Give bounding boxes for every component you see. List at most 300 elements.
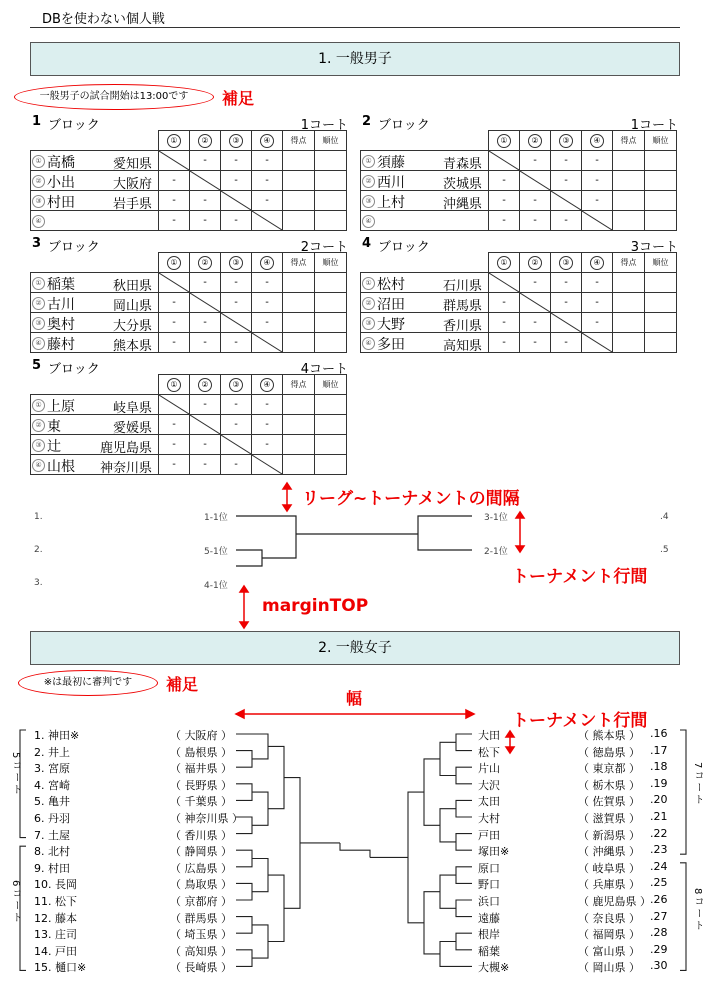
player-row — [31, 395, 347, 415]
match-result-cell: - — [159, 211, 190, 231]
player-prefecture: 岩手県 — [112, 197, 152, 212]
score-cell — [283, 171, 315, 191]
match-result-cell: - — [582, 151, 613, 171]
diagonal-line — [252, 211, 282, 230]
women-right-entry: 稲葉 — [478, 944, 500, 958]
women-right-number: .22 — [650, 826, 668, 840]
player-prefecture: 熊本県 — [112, 339, 152, 354]
player-cell — [31, 151, 159, 171]
match-result-cell: - — [489, 293, 520, 313]
player-cell — [31, 191, 159, 211]
block-label: ブロック — [48, 118, 100, 133]
women-right-prefecture: （ 福岡県 ） — [578, 928, 640, 942]
match-result-cell: - — [551, 293, 582, 313]
match-result-cell: - — [252, 313, 283, 333]
women-left-entry: 15. 樋口※ — [34, 961, 87, 975]
diagonal-cell — [520, 293, 551, 313]
league-header-row — [361, 253, 677, 273]
league-table — [360, 252, 677, 353]
rank-cell — [315, 333, 347, 353]
rank-cell — [315, 211, 347, 231]
women-right-number: .16 — [650, 727, 668, 740]
match-result-cell: - — [489, 333, 520, 353]
player-cell — [31, 415, 159, 435]
match-col-header: ② — [190, 131, 221, 151]
women-right-entry: 原口 — [478, 861, 500, 875]
women-right-number: .24 — [650, 859, 668, 873]
men-left-seed-1: 1-1位 — [204, 513, 228, 523]
women-left-entry: 4. 宮崎 — [34, 778, 70, 792]
match-result-cell: - — [489, 211, 520, 231]
match-result-cell: - — [489, 171, 520, 191]
match-result-cell: - — [159, 293, 190, 313]
match-col-header: ③ — [221, 375, 252, 395]
women-right-prefecture: （ 兵庫県 ） — [578, 878, 640, 892]
row-number: ① — [32, 277, 45, 290]
women-right-entry: 根岸 — [478, 928, 500, 942]
player-prefecture: 大分県 — [112, 319, 152, 334]
diagonal-line — [551, 313, 581, 332]
block-number: 1 — [32, 114, 42, 129]
women-note-annotation: 補足 — [166, 675, 199, 694]
player-name: 大野 — [377, 317, 405, 333]
diagonal-line — [520, 293, 550, 312]
women-right-entry: 塚田※ — [478, 845, 510, 859]
player-row — [361, 191, 677, 211]
women-right-entry: 大槻※ — [478, 961, 510, 975]
match-result-cell: - — [582, 293, 613, 313]
women-note: ※は最初に審判です — [18, 670, 158, 696]
score-cell — [283, 435, 315, 455]
player-cell — [361, 211, 489, 231]
men-left-num-1: 1. — [34, 512, 43, 522]
women-right-number: .19 — [650, 776, 668, 790]
women-court-label: 8コート — [692, 888, 703, 933]
row-number: ③ — [32, 317, 45, 330]
annot-women-row-gap: トーナメント行間 — [512, 711, 648, 731]
women-left-entry: 13. 庄司 — [34, 928, 77, 942]
match-result-cell: - — [252, 273, 283, 293]
player-cell — [31, 211, 159, 231]
match-result-cell: - — [489, 313, 520, 333]
match-result-cell: - — [221, 151, 252, 171]
player-prefecture: 沖縄県 — [442, 197, 482, 212]
rank-cell — [315, 191, 347, 211]
player-prefecture: 大阪府 — [112, 177, 152, 192]
league-table — [30, 374, 347, 475]
women-right-entry: 浜口 — [478, 895, 500, 908]
row-number: ② — [362, 297, 375, 310]
match-result-cell: - — [252, 395, 283, 415]
match-result-cell: - — [489, 191, 520, 211]
women-right-prefecture: （ 鹿児島県 ） — [578, 895, 651, 908]
rank-cell — [315, 435, 347, 455]
row-number: ③ — [362, 317, 375, 330]
diagonal-line — [159, 395, 189, 414]
match-result-cell: - — [221, 273, 252, 293]
diagonal-cell — [551, 191, 582, 211]
men-right-seed-1: 3-1位 — [484, 513, 508, 523]
score-header: 得点 — [283, 253, 315, 273]
player-name: 奥村 — [47, 317, 75, 333]
women-left-prefecture: （ 広島県 ） — [170, 861, 232, 875]
women-right-entry: 野口 — [478, 878, 500, 892]
women-left-entry: 7. 土屋 — [34, 828, 70, 842]
women-left-entry: 10. 長岡 — [34, 878, 77, 892]
women-left-entry: 2. 井上 — [34, 745, 70, 759]
score-cell — [283, 273, 315, 293]
women-court-label: 6コート — [10, 880, 21, 925]
league-table — [30, 252, 347, 353]
men-left-num-2: 2. — [34, 545, 43, 555]
rank-cell — [315, 151, 347, 171]
score-header: 得点 — [613, 253, 645, 273]
player-prefecture: 秋田県 — [112, 279, 152, 294]
men-right-num-5: .5 — [660, 545, 669, 555]
match-col-header: ③ — [221, 253, 252, 273]
match-result-cell: - — [520, 313, 551, 333]
match-result-cell: - — [190, 333, 221, 353]
score-header: 得点 — [613, 131, 645, 151]
diagonal-cell — [190, 171, 221, 191]
match-col-header: ① — [489, 253, 520, 273]
player-row — [361, 273, 677, 293]
diagonal-cell — [159, 273, 190, 293]
row-number: ② — [32, 419, 45, 432]
score-cell — [613, 191, 645, 211]
rank-header: 順位 — [315, 131, 347, 151]
block-number: 5 — [32, 358, 42, 373]
women-left-entry: 11. 松下 — [34, 895, 77, 908]
rank-cell — [645, 171, 677, 191]
title-rule — [30, 27, 680, 28]
rank-cell — [645, 191, 677, 211]
women-right-number: .28 — [650, 926, 668, 940]
block-court: 3コート — [630, 240, 678, 255]
women-right-prefecture: （ 奈良県 ） — [578, 911, 640, 925]
diagonal-line — [221, 191, 251, 210]
player-cell — [361, 293, 489, 313]
rank-cell — [315, 171, 347, 191]
men-left-seed-2: 5-1位 — [204, 547, 228, 557]
doc-title: DBを使わない個人戦 — [42, 12, 165, 27]
match-result-cell: - — [582, 191, 613, 211]
women-right-prefecture: （ 栃木県 ） — [578, 778, 640, 792]
women-right-number: .21 — [650, 810, 668, 823]
row-number: ① — [362, 155, 375, 168]
block-label: ブロック — [378, 118, 430, 133]
player-prefecture: 岐阜県 — [112, 401, 152, 416]
women-left-entry: 5. 亀井 — [34, 795, 70, 809]
player-prefecture: 愛媛県 — [112, 421, 152, 436]
women-left-prefecture: （ 長崎県 ） — [170, 961, 232, 975]
player-row — [361, 171, 677, 191]
match-col-header: ④ — [582, 131, 613, 151]
diagonal-line — [221, 435, 251, 454]
diagonal-line — [190, 415, 220, 434]
row-number: ② — [32, 297, 45, 310]
rank-header: 順位 — [315, 253, 347, 273]
row-number: ② — [362, 175, 375, 188]
row-number: ④ — [362, 337, 375, 350]
women-left-prefecture: （ 鳥取県 ） — [170, 878, 232, 892]
match-result-cell: - — [190, 313, 221, 333]
block-label: ブロック — [48, 362, 100, 377]
player-prefecture: 青森県 — [442, 157, 482, 172]
match-result-cell: - — [252, 415, 283, 435]
women-right-entry: 片山 — [478, 762, 500, 776]
player-name: 上村 — [377, 195, 405, 211]
score-cell — [283, 395, 315, 415]
women-left-entry: 1. 神田※ — [34, 729, 80, 742]
women-right-prefecture: （ 沖縄県 ） — [578, 845, 640, 859]
diagonal-cell — [489, 151, 520, 171]
women-right-entry: 太田 — [478, 795, 500, 809]
match-result-cell: - — [221, 333, 252, 353]
match-result-cell: - — [159, 333, 190, 353]
block-label: ブロック — [48, 240, 100, 255]
match-result-cell: - — [551, 171, 582, 191]
match-result-cell: - — [190, 435, 221, 455]
rank-cell — [315, 273, 347, 293]
match-col-header: ③ — [551, 253, 582, 273]
rank-cell — [645, 273, 677, 293]
score-cell — [613, 293, 645, 313]
annot-width: 幅 — [346, 689, 363, 708]
score-cell — [283, 313, 315, 333]
match-result-cell: - — [159, 455, 190, 475]
women-left-prefecture: （ 島根県 ） — [170, 745, 232, 759]
player-name: 上原 — [47, 399, 75, 415]
rank-header: 順位 — [645, 253, 677, 273]
row-number: ③ — [362, 195, 375, 208]
player-cell — [361, 313, 489, 333]
women-right-entry: 大田 — [478, 729, 500, 742]
player-prefecture: 高知県 — [442, 339, 482, 354]
score-cell — [613, 151, 645, 171]
women-right-prefecture: （ 佐賀県 ） — [578, 795, 640, 809]
block-court: 1コート — [630, 118, 678, 133]
women-right-entry: 戸田 — [478, 828, 500, 842]
player-cell — [361, 171, 489, 191]
women-right-number: .25 — [650, 876, 668, 890]
score-cell — [283, 415, 315, 435]
match-result-cell: - — [221, 171, 252, 191]
score-cell — [613, 211, 645, 231]
women-left-prefecture: （ 静岡県 ） — [170, 845, 232, 859]
women-right-prefecture: （ 滋賀県 ） — [578, 812, 640, 825]
score-cell — [283, 333, 315, 353]
women-left-prefecture: （ 福井県 ） — [170, 762, 232, 776]
rank-cell — [315, 455, 347, 475]
league-block-5 — [30, 358, 350, 476]
women-right-number: .29 — [650, 942, 668, 956]
score-cell — [613, 171, 645, 191]
block-court: 4コート — [300, 362, 348, 377]
women-right-prefecture: （ 富山県 ） — [578, 944, 640, 958]
player-prefecture: 神奈川県 — [99, 461, 152, 476]
match-result-cell: - — [252, 191, 283, 211]
diagonal-cell — [159, 151, 190, 171]
women-left-prefecture: （ 長野県 ） — [170, 778, 232, 792]
rank-cell — [315, 415, 347, 435]
match-col-header: ③ — [221, 131, 252, 151]
match-result-cell: - — [190, 211, 221, 231]
rank-cell — [645, 151, 677, 171]
women-left-prefecture: （ 埼玉県 ） — [170, 928, 232, 942]
rank-header: 順位 — [315, 375, 347, 395]
match-result-cell: - — [520, 151, 551, 171]
men-left-seed-3: 4-1位 — [204, 581, 228, 591]
league-block-2 — [360, 114, 680, 226]
player-row — [31, 211, 347, 231]
match-result-cell: - — [221, 395, 252, 415]
player-row — [31, 171, 347, 191]
match-result-cell: - — [252, 151, 283, 171]
player-prefecture: 石川県 — [442, 279, 482, 294]
player-name: 松村 — [377, 277, 405, 293]
row-number: ① — [362, 277, 375, 290]
women-section-header: 2. 一般女子 — [30, 631, 680, 665]
match-result-cell: - — [221, 415, 252, 435]
diagonal-line — [221, 313, 251, 332]
score-cell — [283, 151, 315, 171]
women-left-prefecture: （ 高知県 ） — [170, 944, 232, 958]
match-result-cell: - — [520, 191, 551, 211]
player-prefecture: 香川県 — [442, 319, 482, 334]
match-col-header: ① — [489, 131, 520, 151]
row-number: ④ — [362, 215, 375, 228]
player-name: 辻 — [47, 439, 61, 455]
diagonal-line — [190, 293, 220, 312]
player-cell — [31, 293, 159, 313]
diagonal-line — [551, 191, 581, 210]
block-court: 2コート — [300, 240, 348, 255]
player-row — [361, 313, 677, 333]
player-cell — [361, 151, 489, 171]
women-left-prefecture: （ 千葉県 ） — [170, 795, 232, 809]
men-right-seed-2: 2-1位 — [484, 547, 508, 557]
league-block-3 — [30, 236, 350, 354]
women-right-number: .20 — [650, 793, 668, 807]
match-result-cell: - — [190, 151, 221, 171]
player-prefecture: 愛知県 — [112, 157, 152, 172]
player-name: 小出 — [47, 175, 75, 191]
player-row — [31, 455, 347, 475]
diagonal-line — [159, 273, 189, 292]
row-number: ① — [32, 399, 45, 412]
player-row — [31, 151, 347, 171]
match-result-cell: - — [551, 273, 582, 293]
player-name: 須藤 — [377, 155, 405, 171]
block-number: 2 — [362, 114, 372, 129]
match-col-header: ④ — [252, 375, 283, 395]
rank-cell — [645, 211, 677, 231]
women-court-label: 7コート — [692, 762, 703, 807]
row-number: ③ — [32, 439, 45, 452]
score-cell — [613, 333, 645, 353]
match-result-cell: - — [221, 293, 252, 313]
women-right-entry: 大村 — [478, 812, 500, 825]
player-name: 沼田 — [377, 297, 405, 313]
league-block-4 — [360, 236, 680, 354]
diagonal-line — [582, 333, 612, 352]
rank-header: 順位 — [645, 131, 677, 151]
league-table — [30, 130, 347, 231]
diagonal-line — [190, 171, 220, 190]
player-cell — [361, 333, 489, 353]
women-right-entry: 遠藤 — [478, 911, 500, 925]
match-col-header: ① — [159, 131, 190, 151]
women-right-prefecture: （ 徳島県 ） — [578, 745, 640, 759]
women-left-entry: 8. 北村 — [34, 845, 70, 859]
league-header-row — [31, 375, 347, 395]
block-number: 3 — [32, 236, 42, 251]
player-prefecture: 茨城県 — [442, 177, 482, 192]
diagonal-cell — [252, 211, 283, 231]
player-cell — [31, 273, 159, 293]
men-section-header: 1. 一般男子 — [30, 42, 680, 76]
match-result-cell: - — [221, 211, 252, 231]
player-prefecture: 岡山県 — [112, 299, 152, 314]
player-cell — [31, 171, 159, 191]
row-number: ④ — [32, 337, 45, 350]
women-right-number: .30 — [650, 959, 668, 973]
diagonal-cell — [190, 293, 221, 313]
match-result-cell: - — [159, 171, 190, 191]
diagonal-cell — [221, 435, 252, 455]
diagonal-line — [489, 151, 519, 170]
diagonal-cell — [221, 191, 252, 211]
diagonal-line — [252, 333, 282, 352]
match-result-cell: - — [252, 293, 283, 313]
women-left-prefecture: （ 大阪府 ） — [170, 729, 232, 742]
score-header: 得点 — [283, 375, 315, 395]
score-cell — [283, 211, 315, 231]
women-right-prefecture: （ 岐阜県 ） — [578, 861, 640, 875]
match-result-cell: - — [551, 211, 582, 231]
player-row — [31, 293, 347, 313]
diagonal-line — [489, 273, 519, 292]
match-result-cell: - — [159, 435, 190, 455]
match-result-cell: - — [190, 191, 221, 211]
diagonal-cell — [520, 171, 551, 191]
match-result-cell: - — [520, 211, 551, 231]
player-row — [31, 273, 347, 293]
women-left-prefecture: （ 群馬県 ） — [170, 911, 232, 925]
rank-cell — [645, 333, 677, 353]
player-cell — [31, 313, 159, 333]
match-result-cell: - — [190, 455, 221, 475]
player-name: 藤村 — [47, 337, 75, 353]
match-result-cell: - — [252, 171, 283, 191]
player-prefecture: 鹿児島県 — [99, 441, 152, 456]
player-name: 村田 — [47, 195, 75, 211]
women-right-entry: 大沢 — [478, 778, 500, 792]
player-name: 東 — [47, 419, 61, 435]
match-result-cell: - — [252, 435, 283, 455]
player-row — [31, 313, 347, 333]
diagonal-cell — [582, 211, 613, 231]
women-right-prefecture: （ 熊本県 ） — [578, 729, 640, 742]
diagonal-cell — [551, 313, 582, 333]
match-result-cell: - — [582, 171, 613, 191]
block-court: 1コート — [300, 118, 348, 133]
row-number: ① — [32, 155, 45, 168]
player-name: 山根 — [47, 459, 75, 475]
player-row — [361, 333, 677, 353]
row-number: ④ — [32, 215, 45, 228]
